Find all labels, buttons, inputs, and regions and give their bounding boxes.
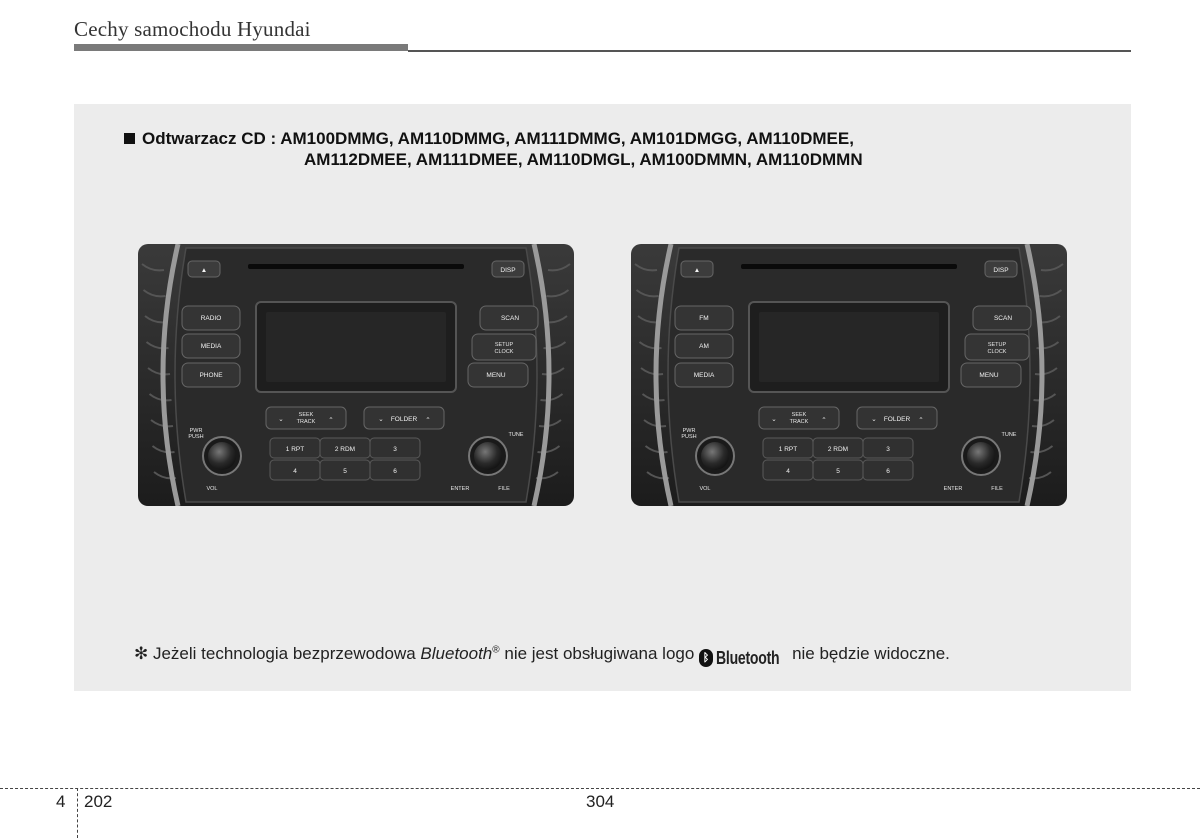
bluetooth-logo: [699, 648, 787, 669]
left-button-label: MEDIA: [693, 372, 715, 379]
chevron-up-icon: ⌃: [918, 417, 924, 424]
cd-slot: [248, 264, 464, 269]
setup-label: SETUP: [987, 342, 1007, 348]
scan-label: SCAN: [993, 315, 1013, 322]
footer-divider: [77, 788, 78, 838]
left-button-label: RADIO: [200, 315, 222, 322]
tune-knob: [967, 442, 995, 470]
preset-label: 4: [786, 468, 790, 475]
track-label: TRACK: [789, 419, 809, 425]
setup-label: SETUP: [494, 342, 514, 348]
clock-label: CLOCK: [494, 349, 514, 355]
clock-label: CLOCK: [987, 349, 1007, 355]
menu-label: MENU: [486, 372, 506, 379]
section-heading: [124, 128, 863, 170]
scan-label: SCAN: [500, 315, 520, 322]
preset-label: 1 RPT: [285, 446, 305, 453]
enter-label: ENTER: [450, 486, 470, 492]
file-label: FILE: [498, 486, 510, 492]
bluetooth-logo-text: Bluetooth: [716, 647, 780, 668]
seek-label: SEEK: [791, 412, 807, 418]
preset-label: 3: [886, 446, 890, 453]
left-button-label: FM: [699, 315, 709, 322]
left-button-label: AM: [699, 343, 709, 350]
square-bullet-icon: [124, 133, 135, 144]
chapter-number: 4: [56, 792, 66, 811]
folder-label: FOLDER: [883, 416, 911, 423]
enter-label: ENTER: [943, 486, 963, 492]
note-text-after: nie będzie widoczne.: [787, 644, 950, 663]
note-text-middle: nie jest obsługiwana logo: [499, 644, 700, 663]
chevron-up-icon: ⌃: [328, 417, 334, 424]
chevron-down-icon: ⌄: [771, 416, 777, 423]
track-label: TRACK: [296, 419, 316, 425]
note-mark: ✻: [134, 644, 149, 663]
preset-label: 1 RPT: [778, 446, 798, 453]
chevron-down-icon: ⌄: [278, 416, 284, 423]
chevron-up-icon: ⌃: [821, 417, 827, 424]
volume-knob: [701, 442, 729, 470]
tune-knob: [474, 442, 502, 470]
bluetooth-note: [134, 644, 950, 669]
preset-label: 2 RDM: [334, 446, 356, 453]
left-button-label: PHONE: [199, 372, 223, 379]
note-text-before: Jeżeli technologia bezprzewodowa: [148, 644, 421, 663]
vol-label: VOL: [699, 486, 711, 492]
note-reg: ®: [492, 644, 500, 656]
tune-label: TUNE: [508, 432, 524, 438]
preset-label: 3: [393, 446, 397, 453]
header-title: Cechy samochodu Hyundai: [74, 17, 311, 41]
bluetooth-rune-icon: ᛒ: [699, 649, 713, 667]
cd-slot: [741, 264, 957, 269]
preset-label: 6: [886, 468, 890, 475]
header-rule-thick: [74, 44, 408, 51]
seek-label: SEEK: [298, 412, 314, 418]
header-rule-thin: [408, 50, 1131, 52]
display-glass: [759, 312, 939, 382]
page-number: 202: [84, 792, 113, 811]
chevron-up-icon: ⌃: [425, 417, 431, 424]
heading-line-1: AM100DMMG, AM110DMMG, AM111DMMG, AM101DMGG, AM110DMEE,: [280, 129, 854, 148]
preset-label: 2 RDM: [827, 446, 849, 453]
folder-label: FOLDER: [390, 416, 418, 423]
menu-label: MENU: [979, 372, 999, 379]
preset-label: 4: [293, 468, 297, 475]
push-label: PUSH: [188, 434, 204, 440]
cd-player-image-2: [631, 244, 1067, 506]
disp-label: DISP: [993, 267, 1009, 274]
heading-line-2: AM112DMEE, AM111DMEE, AM110DMGL, AM100DMMN, AM110DMMN: [304, 150, 863, 169]
chevron-down-icon: ⌄: [871, 416, 877, 423]
volume-knob: [208, 442, 236, 470]
pwr-label: PWR: [682, 428, 696, 434]
preset-label: 6: [393, 468, 397, 475]
preset-label: 5: [836, 468, 840, 475]
heading-prefix: Odtwarzacz CD :: [142, 129, 281, 148]
radio-faceplate-svg: [631, 244, 1067, 506]
display-glass: [266, 312, 446, 382]
disp-label: DISP: [500, 267, 516, 274]
note-brand: Bluetooth: [420, 644, 493, 663]
tune-label: TUNE: [1001, 432, 1017, 438]
chevron-down-icon: ⌄: [378, 416, 384, 423]
file-label: FILE: [991, 486, 1003, 492]
footer-rule: [0, 788, 1200, 789]
radio-faceplate-svg: [138, 244, 574, 506]
pwr-label: PWR: [189, 428, 203, 434]
vol-label: VOL: [206, 486, 218, 492]
push-label: PUSH: [681, 434, 697, 440]
left-button-label: MEDIA: [200, 343, 222, 350]
preset-label: 5: [343, 468, 347, 475]
eject-icon: ▲: [200, 267, 208, 274]
eject-icon: ▲: [693, 267, 701, 274]
page-center-number: 304: [586, 792, 615, 811]
cd-player-image-1: [138, 244, 574, 506]
